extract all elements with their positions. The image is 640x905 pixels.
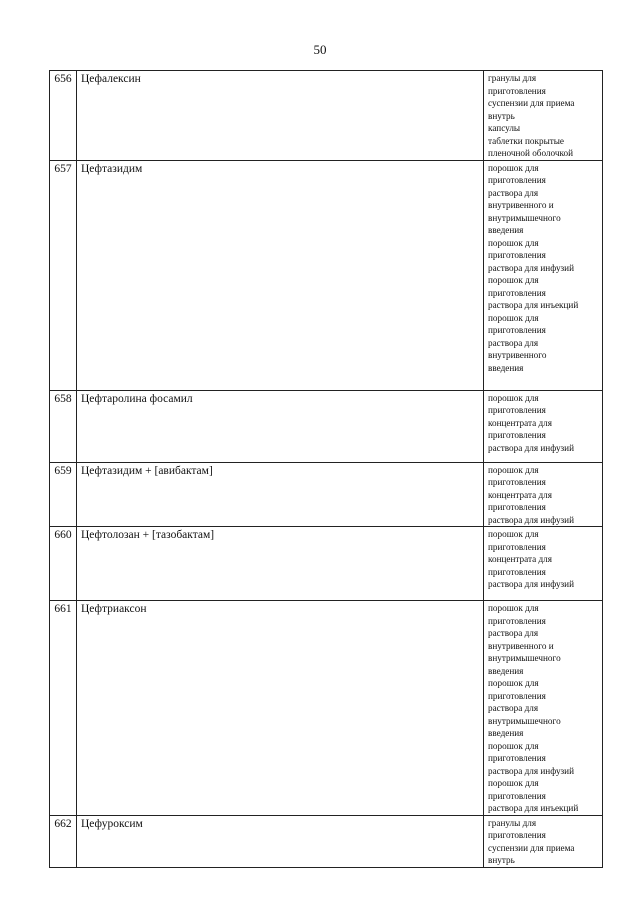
dosage-forms <box>484 160 603 390</box>
dosage-form-line: порошок для <box>488 162 539 173</box>
dosage-form-line: концентрата для <box>488 489 552 500</box>
dosage-form-line: концентрата для <box>488 554 552 564</box>
dosage-form-line: внутривенного и <box>488 640 554 651</box>
dosage-form-line: порошок для <box>488 678 539 688</box>
dosage-form-line: раствора для инъекций <box>488 300 579 310</box>
row-number: 660 <box>50 527 77 601</box>
table-row <box>50 601 603 816</box>
table-row <box>50 390 603 462</box>
dosage-form-line: введения <box>488 665 524 676</box>
dosage-form-line: приготовления <box>488 405 546 415</box>
dosage-form-line: раствора для <box>488 628 539 638</box>
dosage-forms <box>484 462 603 527</box>
dosage-form-line: суспензии для приема <box>488 842 575 853</box>
table-row <box>50 160 603 390</box>
drug-name: Цефтриаксон <box>77 601 484 816</box>
dosage-form-line: порошок для <box>488 778 539 788</box>
dosage-form-line: приготовления <box>488 753 546 763</box>
table-row <box>50 527 603 601</box>
dosage-form-line: порошок для <box>488 237 539 248</box>
dosage-form-line: раствора для <box>488 337 539 348</box>
dosage-forms <box>484 71 603 161</box>
row-number: 656 <box>50 71 77 161</box>
drug-name: Цефтазидим + [авибактам] <box>77 462 484 527</box>
dosage-form-line: приготовления <box>488 502 546 512</box>
dosage-form-line: порошок для <box>488 740 539 751</box>
dosage-form-line: внутримышечного <box>488 715 561 726</box>
dosage-form-line: приготовления <box>488 175 546 185</box>
dosage-form-line: порошок для <box>488 464 539 475</box>
dosage-forms <box>484 815 603 867</box>
dosage-form-line: порошок для <box>488 603 539 613</box>
dosage-form-line: раствора для инфузий <box>488 514 574 525</box>
dosage-form-line: внутривенного и <box>488 200 554 210</box>
dosage-form-line: приготовления <box>488 690 546 701</box>
dosage-form-line: введения <box>488 225 524 235</box>
dosage-form-line: гранулы для <box>488 73 537 83</box>
dosage-form-line: приготовления <box>488 325 546 335</box>
dosage-forms <box>484 527 603 601</box>
dosage-form-line: внутривенного <box>488 350 547 360</box>
row-number: 658 <box>50 390 77 462</box>
row-number: 659 <box>50 462 77 527</box>
dosage-form-line: введения <box>488 362 524 373</box>
dosage-form-line: приготовления <box>488 287 546 298</box>
dosage-form-line: приготовления <box>488 541 546 552</box>
table-row <box>50 462 603 527</box>
dosage-form-line: раствора для <box>488 187 539 198</box>
drug-name: Цефалексин <box>77 71 484 161</box>
dosage-form-line: гранулы для <box>488 817 537 828</box>
dosage-form-line: приготовления <box>488 477 546 487</box>
page-number: 50 <box>313 42 327 57</box>
dosage-forms <box>484 601 603 816</box>
dosage-form-line: порошок для <box>488 275 539 285</box>
drug-name: Цефтазидим <box>77 160 484 390</box>
row-number: 661 <box>50 601 77 816</box>
drug-table <box>49 70 603 868</box>
dosage-form-line: внутримышечного <box>488 653 561 663</box>
dosage-form-line: приготовления <box>488 615 546 626</box>
dosage-form-line: раствора для инфузий <box>488 579 574 589</box>
dosage-form-line: концентрата для <box>488 417 552 428</box>
drug-name: Цефуроксим <box>77 815 484 867</box>
drug-name: Цефтолозан + [тазобактам] <box>77 527 484 601</box>
dosage-form-line: приготовления <box>488 85 546 96</box>
row-number: 657 <box>50 160 77 390</box>
dosage-form-line: таблетки покрытые <box>488 135 565 146</box>
dosage-form-line: приготовления <box>488 566 546 577</box>
dosage-form-line: внутримышечного <box>488 212 561 223</box>
dosage-form-line: внутрь <box>488 110 515 121</box>
dosage-forms <box>484 390 603 462</box>
dosage-form-line: порошок для <box>488 312 539 323</box>
dosage-form-line: раствора для инфузий <box>488 765 574 776</box>
dosage-form-line: приготовления <box>488 430 546 440</box>
dosage-form-line: порошок для <box>488 529 539 539</box>
drug-name: Цефтаролина фосамил <box>77 390 484 462</box>
table-row <box>50 815 603 867</box>
dosage-form-line: порошок для <box>488 392 539 403</box>
dosage-form-line: пленочной оболочкой <box>488 148 574 158</box>
dosage-form-line: введения <box>488 728 524 738</box>
dosage-form-line: приготовления <box>488 790 546 801</box>
dosage-form-line: раствора для инъекций <box>488 803 579 813</box>
dosage-form-line: внутрь <box>488 855 515 865</box>
dosage-form-line: суспензии для приема <box>488 98 575 108</box>
dosage-form-line: раствора для инфузий <box>488 442 574 453</box>
table-row <box>50 71 603 161</box>
dosage-form-line: раствора для инфузий <box>488 262 574 273</box>
dosage-form-line: раствора для <box>488 703 539 713</box>
dosage-form-line: приготовления <box>488 830 546 840</box>
dosage-form-line: капсулы <box>488 123 521 133</box>
dosage-form-line: приготовления <box>488 250 546 260</box>
row-number: 662 <box>50 815 77 867</box>
